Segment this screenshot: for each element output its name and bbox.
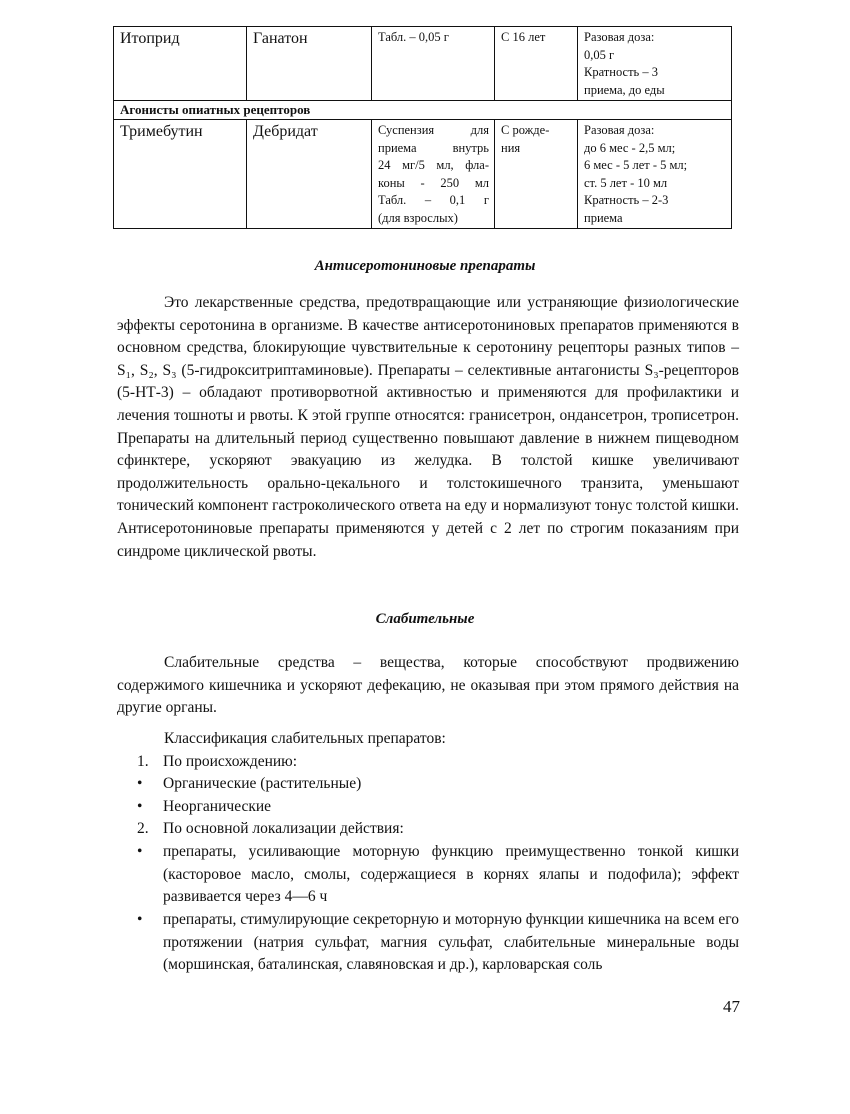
- age-cell: [495, 120, 578, 229]
- table-row: [114, 27, 732, 101]
- age-line: ния: [501, 140, 521, 155]
- trade-name-cell: Ганатон: [247, 27, 372, 101]
- drug-name-cell: Итоприд: [114, 27, 247, 101]
- classification-heading: Классификация слабительных препаратов:: [164, 730, 446, 747]
- dose-line: Разовая доза:: [584, 123, 655, 137]
- dose-cell: [578, 120, 732, 229]
- dose-line: приема: [584, 210, 623, 225]
- form-cell: [372, 120, 495, 229]
- antiserotonin-paragraph: Это лекарственные средства, предотвращающие или устраняющие физиологические эффекты серотонина в организме. В качестве антисеротониновых препаратов применяются в основном средства, блокирующие чувствительные к серотонину рецепторы разных типов – S₁, S₂, S₃ (5-гидрокситриптаминовые). Препараты – селективные антагонисты S₃-рецепторов (5-НТ-3) – обладают противорвотной активностью и применяются для профилактики и лечения тошноты и рвоты. К этой группе относятся: гранисетрон, ондансетрон, трописетрон. Препараты на длительный период существенно повышают давление в нижнем пищеводном сфинктере, ускоряют эвакуацию из желудка. В толстой кишке увеличивают продолжительность орально-цекального и толстокишечного транзита, уменьшают тонический компонент гастроколического ответа на еду и нормализуют тонус толстой кишки. Антисеротониновые препараты применяются у детей с 2 лет по строгим показаниям при синдроме циклической рвоты.: [117, 294, 739, 560]
- bullet-icon: •: [137, 843, 143, 860]
- dose-line: приема, до еды: [584, 82, 665, 97]
- laxatives-paragraph: Слабительные средства – вещества, которые способствуют продвижению содержимого кишечника и ускоряют дефекацию, не оказывая при этом прямого действия на другие органы.: [117, 654, 739, 717]
- form-line: Табл. – 0,05 г: [378, 30, 449, 44]
- list-item: [137, 909, 739, 977]
- form-line: Табл. – 0,1 г: [378, 193, 489, 207]
- list-item-text: По основной локализации действия:: [163, 820, 404, 837]
- list-item: [137, 796, 739, 819]
- list-marker: 1.: [137, 753, 149, 770]
- list-marker: 2.: [137, 820, 149, 837]
- list-item-text: По происхождению:: [163, 753, 298, 770]
- page-number: 47: [723, 997, 740, 1016]
- form-line: Суспензия для: [378, 123, 489, 137]
- form-line: коны - 250 мл: [378, 175, 489, 190]
- section-heading-laxatives: Слабительные: [375, 611, 475, 627]
- list-item-text: препараты, стимулирующие секреторную и моторную функции кишечника на всем его протяжении (натрия сульфат, магния сульфат, слабительные минеральные воды (моршинская, баталинская, славяновская и др.), карловарская соль: [163, 911, 739, 974]
- group-heading: Агонисты опиатных рецепторов: [114, 101, 732, 120]
- drug-name-cell: Тримебутин: [114, 120, 247, 229]
- list-item: [137, 773, 739, 796]
- list-item-text: Органические (растительные): [163, 775, 362, 792]
- drug-table: [113, 26, 732, 229]
- dose-line: Кратность – 2-3: [584, 193, 669, 207]
- form-line: 24 мг/5 мл, фла-: [378, 158, 489, 172]
- age-line: С 16 лет: [501, 30, 546, 44]
- dose-line: Разовая доза:: [584, 30, 655, 44]
- dose-line: до 6 мес - 2,5 мл;: [584, 140, 676, 155]
- trade-name-cell: Дебридат: [247, 120, 372, 229]
- form-line: приема внутрь: [378, 140, 489, 155]
- bullet-icon: •: [137, 775, 143, 792]
- bullet-icon: •: [137, 798, 143, 815]
- table-row: [114, 120, 732, 229]
- section-heading-antiserotonin: Антисеротониновые препараты: [314, 258, 536, 274]
- age-line: С рожде-: [501, 123, 550, 137]
- list-item: [137, 751, 739, 774]
- form-line: (для взрослых): [378, 210, 458, 225]
- age-cell: [495, 27, 578, 101]
- dose-line: ст. 5 лет - 10 мл: [584, 175, 668, 190]
- list-item-text: препараты, усиливающие моторную функцию преимущественно тонкой кишки (касторовое масло, смолы, содержащиеся в корнях ялапы и подофила); эффект развивается через 4—6 ч: [163, 843, 739, 906]
- table-group-row: [114, 101, 732, 120]
- list-item: [137, 841, 739, 909]
- list-item: [137, 818, 739, 841]
- dose-line: 0,05 г: [584, 47, 615, 62]
- list-item-text: Неорганические: [163, 798, 272, 815]
- form-cell: [372, 27, 495, 101]
- bullet-icon: •: [137, 911, 143, 928]
- dose-line: Кратность – 3: [584, 65, 658, 79]
- dose-cell: [578, 27, 732, 101]
- dose-line: 6 мес - 5 лет - 5 мл;: [584, 158, 688, 172]
